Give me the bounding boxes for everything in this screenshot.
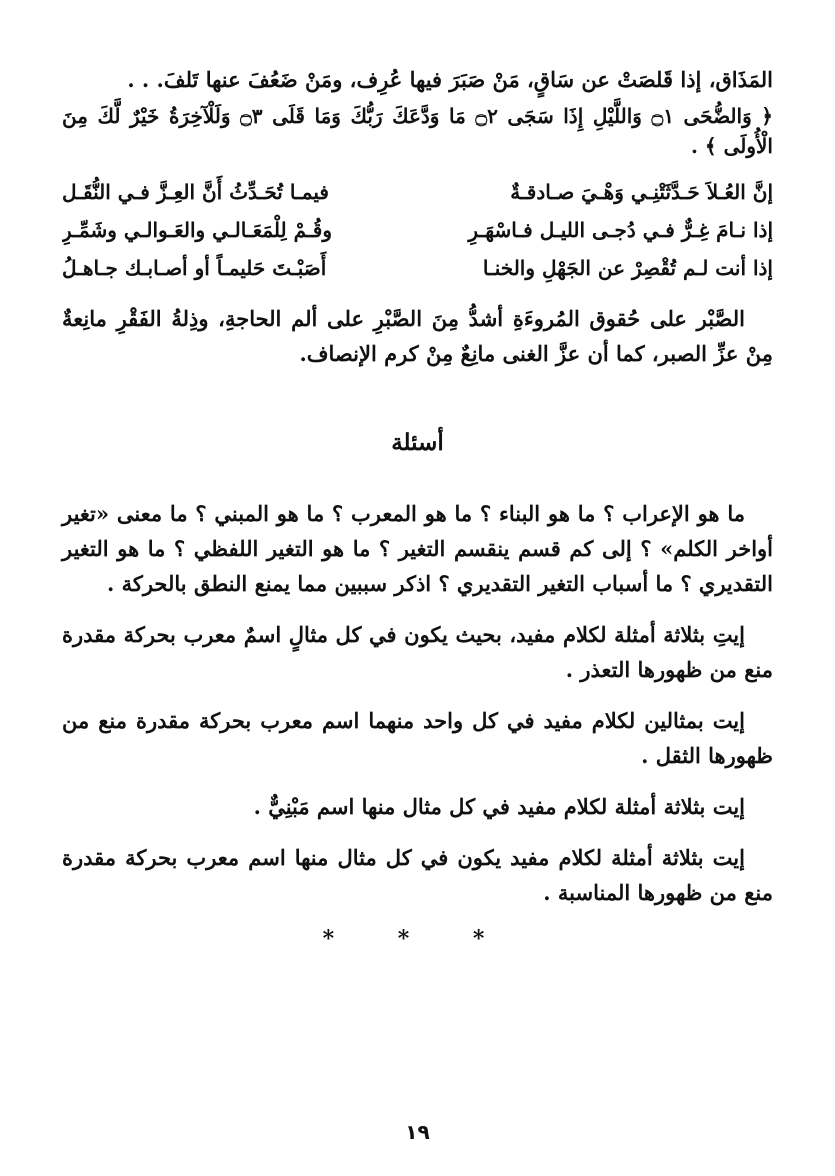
poem-verse xyxy=(62,249,773,287)
question-item: إيت بمثالين لكلام مفيد في كل واحد منهما اسم معرب بحركة مقدرة منع من ظهورها الثقل . xyxy=(62,708,773,768)
question-item: إيت بثلاثة أمثلة لكلام مفيد في كل مثال منها اسم مَبْنِيٌّ . xyxy=(253,794,745,819)
page-body xyxy=(62,62,773,952)
poem-verse xyxy=(62,173,773,211)
section-separator: * * * xyxy=(322,926,513,952)
poem-hemistich-second: وقُـمْ لِلْمَعَـالـي والعَـوالـي وشَمِّـرِ xyxy=(62,218,332,242)
section-heading: أسئلة xyxy=(391,429,444,456)
closing-paragraph: الصَّبْر على حُقوق المُروءَةِ أشدُّ مِنَ الصَّبْرِ على ألم الحاجةِ، وذِلةُ الفَقْرِ مانِعةٌ مِنْ عزِّ الصبر، كما أن عزَّ الغنى مانِعٌ مِنْ كرم الإنصاف. xyxy=(62,306,773,366)
quran-verse: ﴿ وَالضُّحَى ۝١ وَاللَّيْلِ إِذَا سَجَى ۝٢ مَا وَدَّعَكَ رَبُّكَ وَمَا قَلَى ۝٣ وَلَلْآخِرَةُ خَيْرٌ لَّكَ مِنَ الْأُولَى ﴾ . xyxy=(62,104,773,158)
poem-verse xyxy=(62,211,773,249)
poem-hemistich-first: إذا نـامَ غِـرٌّ فـي دُجـى الليـل فـاسْهَـرِ xyxy=(468,218,773,242)
poem xyxy=(62,173,773,287)
poem-hemistich-second: فيمـا تُحَـدِّثُ أَنَّ العِـزَّ فـي النُّقَـل xyxy=(62,180,329,204)
poem-hemistich-first: إذا أنت لـم تُقْصِرْ عن الجَهْلِ والخنـا xyxy=(482,256,773,280)
page-number: ١٩ xyxy=(405,1120,430,1144)
intro-line: المَذَاق، إذا قَلصَتْ عن سَاقٍ، مَنْ صَبَرَ فيها عُرِف، ومَنْ ضَعُفَ عنها تَلفَ. . . xyxy=(127,67,773,92)
question-item: إيت بثلاثة أمثلة لكلام مفيد يكون في كل مثال منها اسم معرب بحركة مقدرة منع من ظهورها المناسبة . xyxy=(62,845,773,905)
poem-hemistich-first: إنَّ العُـلاَ حَـدَّثَتْنِـي وَهْـيَ صـادقـةٌ xyxy=(510,180,773,204)
question-item: ما هو الإعراب ؟ ما هو البناء ؟ ما هو المعرب ؟ ما هو المبني ؟ ما معنى «تغير أواخر الكلم» ؟ إلى كم قسم ينقسم التغير ؟ ما هو التغير اللفظي ؟ ما هو التغير التقديري ؟ ما أسباب التغير التقديري ؟ اذكر سببين مما يمنع النطق بالحركة . xyxy=(62,501,773,596)
question-item: إيتِ بثلاثة أمثلة لكلام مفيد، بحيث يكون في كل مثالٍ اسمٌ معرب بحركة مقدرة منع من ظهورها التعذر . xyxy=(62,622,773,682)
poem-hemistich-second: أَصَبْـتَ حَليمـاً أو أصـابـك جـاهـلُ xyxy=(62,256,327,280)
